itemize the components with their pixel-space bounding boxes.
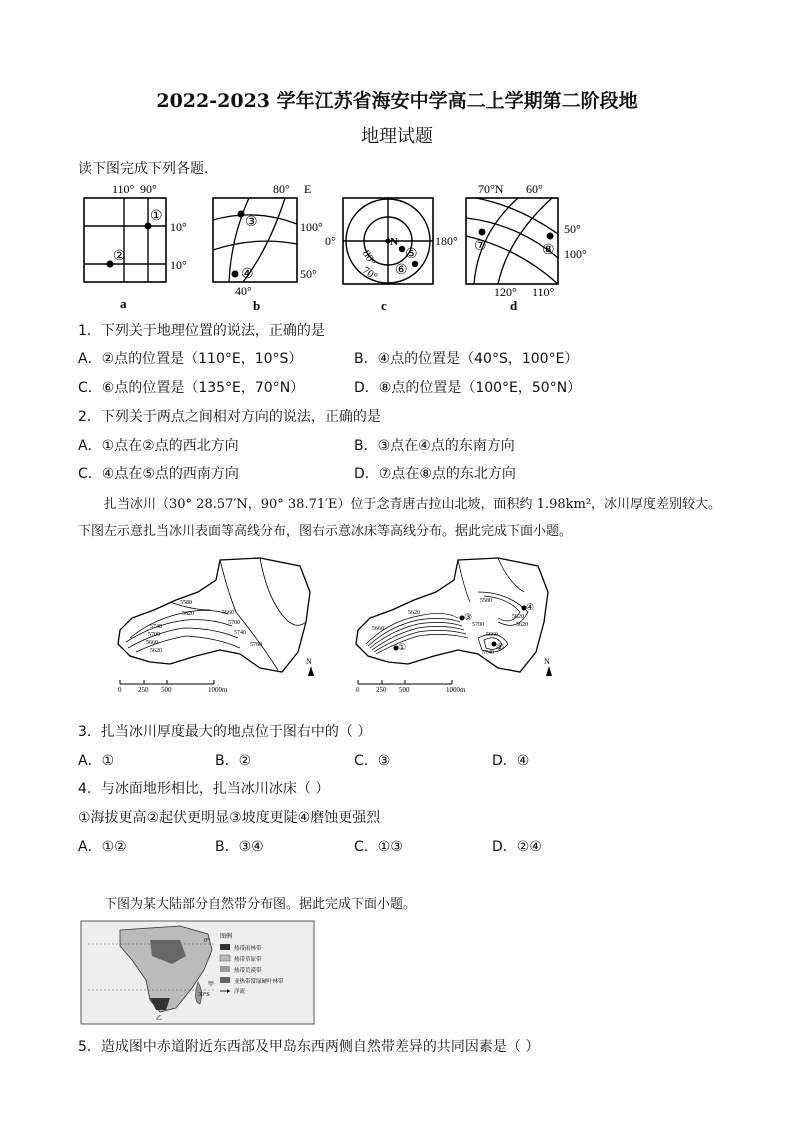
scale-label: 250	[138, 686, 149, 694]
legend-item: 热带雨林带	[234, 946, 262, 952]
grid-diagram-c	[325, 178, 465, 313]
scale-label: 0	[356, 686, 360, 694]
north-arrow-icon	[308, 666, 314, 676]
north-arrow-icon	[546, 666, 552, 676]
label-top2: 60°	[526, 182, 543, 196]
page-title: 2022-2023 学年江苏省海安中学高二上学期第二阶段地	[156, 90, 638, 112]
glacier-surface-map	[110, 552, 330, 697]
label-lon2: 90°	[140, 182, 157, 196]
glacier-bed-map	[348, 552, 568, 697]
grid-diagram-a	[70, 178, 210, 313]
page-subtitle: 地理试题	[361, 126, 433, 147]
point-3: ③	[464, 612, 473, 622]
contour-label: 5620	[408, 610, 420, 616]
contour-label: 5620	[512, 614, 524, 620]
scale-label: 500	[161, 686, 172, 694]
q4-statements: ①海拔更高②起伏更明显③坡度更陡④磨蚀更强烈	[78, 810, 381, 826]
point-3: ③	[245, 215, 258, 230]
passage-line2: 下图左示意扎当冰川表面等高线分布，图右示意冰床等高线分布。据此完成下面小题。	[78, 524, 573, 539]
contour-label: 5660	[372, 626, 384, 632]
q2-option-a[interactable]: A．①点在②点的西北方向	[78, 438, 239, 454]
q3-stem: 3．扎当冰川厚度最大的地点位于图右中的（ ）	[78, 724, 372, 740]
q4-option-d[interactable]: D．②④	[492, 839, 542, 855]
label-bottom2: 110°	[532, 285, 555, 299]
label-yi: 乙	[156, 1016, 163, 1022]
q2-option-d[interactable]: D．⑦点在⑧点的东北方向	[354, 466, 516, 482]
contour-label: 5660	[146, 640, 158, 646]
contour-label: 5580	[480, 598, 492, 604]
q3-option-d[interactable]: D．④	[492, 753, 530, 769]
point-8: ⑧	[542, 243, 555, 258]
q3-option-b[interactable]: B．②	[215, 753, 252, 769]
contour-label: 5620	[182, 611, 194, 617]
diagram-label-d: d	[510, 298, 518, 313]
point-1: ①	[150, 209, 163, 224]
point-4: ④	[526, 602, 535, 612]
contour-label: 5740	[234, 630, 246, 636]
passage-2: 下图为某大陆部分自然带分布图。据此完成下面小题。	[104, 897, 417, 912]
label-right2: 100°	[564, 247, 587, 261]
contour-label: 5620	[516, 622, 528, 628]
contour-label: 5780	[250, 642, 262, 648]
natural-zone-map	[80, 920, 315, 1025]
label-lat2: 10°	[170, 258, 187, 272]
legend-item: 热带草原带	[234, 957, 262, 963]
label-lon-top: 80°	[273, 182, 290, 196]
legend-item: 洋流	[234, 989, 246, 995]
contour-label: 5700	[148, 632, 160, 638]
scale-label: 250	[376, 686, 387, 694]
lat-label-30: 30°S	[198, 992, 210, 998]
grid-diagram-b	[205, 178, 340, 313]
north-label: N	[544, 657, 550, 666]
point-5: ⑤	[405, 247, 418, 262]
label-r1: 80°	[359, 248, 379, 268]
contour-label: 5660	[222, 610, 234, 616]
legend-item: 热带荒漠带	[234, 968, 262, 974]
diagram-label-c: c	[381, 298, 387, 313]
q1-stem: 1．下列关于地理位置的说法，正确的是	[78, 323, 325, 339]
q3-option-a[interactable]: A．①	[78, 753, 115, 769]
legend-title: 图例	[220, 934, 233, 940]
label-pole: N	[390, 236, 398, 248]
legend-item: 亚热带常绿硬叶林带	[234, 979, 284, 985]
label-left: 0°	[325, 234, 336, 248]
label-right1: 50°	[564, 222, 581, 236]
passage-line1: 扎当冰川（30° 28.57′N，90° 38.71′E）位于念青唐古拉山北坡，面积约 1.98km²，冰川厚度差别较大。	[104, 497, 722, 512]
intro-text: 读下图完成下列各题.	[78, 161, 209, 177]
q5-stem: 5．造成图中赤道附近东西部及甲岛东西两侧自然带差异的共同因素是（ ）	[78, 1039, 540, 1055]
q2-stem: 2．下列关于两点之间相对方向的说法，正确的是	[78, 409, 381, 425]
q2-option-c[interactable]: C．④点在⑤点的西南方向	[78, 466, 239, 482]
contour-label: 5660	[486, 632, 498, 638]
q1-option-c[interactable]: C．⑥点的位置是（135°E，70°N）	[78, 380, 305, 396]
contour-label: 5620	[150, 648, 162, 654]
label-right1: 100°	[300, 220, 323, 234]
label-bottom1: 120°	[494, 285, 517, 299]
point-7: ⑦	[474, 239, 487, 254]
q2-option-b[interactable]: B．③点在④点的东南方向	[354, 438, 515, 454]
q4-stem: 4．与冰面地形相比，扎当冰川冰床（ ）	[78, 781, 330, 797]
label-east: E	[304, 182, 312, 196]
point-1: ①	[398, 642, 407, 652]
contour-label: 5580	[180, 600, 192, 606]
label-top1: 70°N	[478, 182, 504, 196]
scale-label: 1000m	[208, 686, 228, 694]
scale-label: 500	[399, 686, 410, 694]
diagram-label-b: b	[253, 298, 261, 313]
scale-label: 1000m	[446, 686, 466, 694]
lat-label-0: 0°	[204, 938, 210, 944]
point-6: ⑥	[395, 263, 408, 278]
contour-label: 5740	[482, 650, 494, 656]
grid-diagram-d	[458, 178, 608, 313]
point-2: ②	[496, 642, 505, 652]
q4-option-c[interactable]: C．①③	[354, 839, 403, 855]
island-label-jia: 甲	[208, 982, 215, 988]
q1-option-d[interactable]: D．⑧点的位置是（100°E，50°N）	[354, 380, 582, 396]
contour-label: 5700	[228, 620, 240, 626]
scale-label: 0	[118, 686, 122, 694]
label-lon1: 110°	[112, 182, 135, 196]
diagram-label-a: a	[120, 296, 127, 311]
q4-option-a[interactable]: A．①②	[78, 839, 127, 855]
label-r2: 70°	[360, 264, 380, 284]
q4-option-b[interactable]: B．③④	[215, 839, 264, 855]
north-label: N	[306, 657, 312, 666]
label-lat1: 10°	[170, 220, 187, 234]
label-right2: 50°	[300, 267, 317, 281]
label-right: 180°	[435, 234, 458, 248]
q1-option-a[interactable]: A．②点的位置是（110°E，10°S）	[78, 351, 303, 367]
contour-label: 5740	[150, 624, 162, 630]
label-bottom: 40°	[235, 284, 252, 298]
point-4: ④	[241, 267, 254, 282]
q1-option-b[interactable]: B．④点的位置是（40°S，100°E）	[354, 351, 579, 367]
contour-label: 5700	[472, 622, 484, 628]
q3-option-c[interactable]: C．③	[354, 753, 391, 769]
point-2: ②	[113, 249, 126, 264]
